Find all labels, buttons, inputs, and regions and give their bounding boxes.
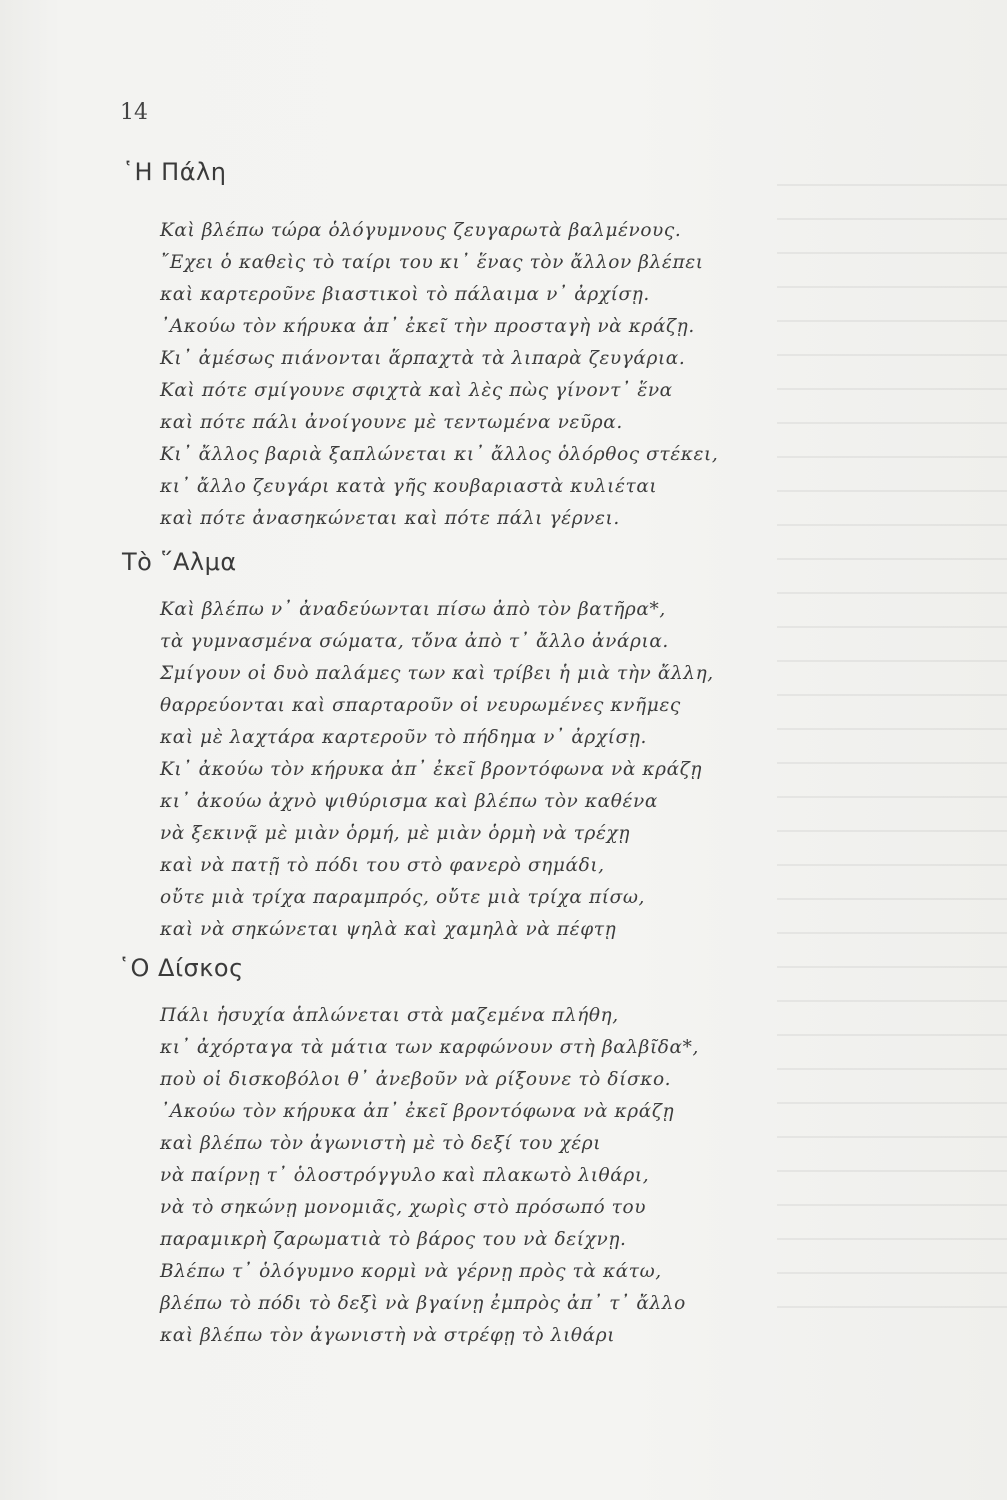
poem-stanza-jump <box>160 594 714 946</box>
verse-line: Σμίγουν οἱ δυὸ παλάμες των καὶ τρίβει ἡ μιὰ τὴν ἄλλη, <box>160 663 714 684</box>
section-heading-wrestling: ῾Η Πάλη <box>122 158 227 186</box>
verse-line: νὰ ξεκινᾷ μὲ μιὰν ὁρμή, μὲ μιὰν ὁρμὴ νὰ τρέχῃ <box>160 823 631 844</box>
verse-line: καὶ βλέπω τὸν ἀγωνιστὴ νὰ στρέφῃ τὸ λιθάρι <box>160 1325 616 1346</box>
verse-line: καὶ νὰ πατῇ τὸ πόδι του στὸ φανερὸ σημάδι, <box>160 855 605 876</box>
verse-line: Καὶ βλέπω τώρα ὁλόγυμνους ζευγαρωτὰ βαλμένους. <box>160 220 682 241</box>
verse-line: νὰ τὸ σηκώνῃ μονομιᾶς, χωρὶς στὸ πρόσωπό του <box>160 1197 647 1218</box>
verse-line: κι᾽ ἀκούω ἀχνὸ ψιθύρισμα καὶ βλέπω τὸν καθένα <box>160 791 658 812</box>
verse-line: ῎Εχει ὁ καθεὶς τὸ ταίρι του κι᾽ ἕνας τὸν ἄλλον βλέπει <box>160 252 704 273</box>
verse-line: καὶ νὰ σηκώνεται ψηλὰ καὶ χαμηλὰ νὰ πέφτῃ <box>160 919 617 940</box>
verse-line: Καὶ πότε σμίγουνε σφιχτὰ καὶ λὲς πὼς γίνοντ᾽ ἕνα <box>160 380 673 401</box>
verse-line: τὰ γυμνασμένα σώματα, τὄνα ἀπὸ τ᾽ ἄλλο ἀνάρια. <box>160 631 669 652</box>
verse-line: Βλέπω τ᾽ ὁλόγυμνο κορμὶ νὰ γέρνῃ πρὸς τὰ κάτω, <box>160 1261 662 1282</box>
verse-line: νὰ παίρνῃ τ᾽ ὁλοστρόγγυλο καὶ πλακωτὸ λιθάρι, <box>160 1165 650 1186</box>
verse-line: Καὶ βλέπω ν᾽ ἀναδεύωνται πίσω ἀπὸ τὸν βατῆρα*, <box>160 599 666 620</box>
page-number: 14 <box>120 100 148 125</box>
section-heading-jump: Τὸ ῞Αλμα <box>122 548 237 576</box>
verse-line: καὶ πότε ἀνασηκώνεται καὶ πότε πάλι γέρνει. <box>160 508 620 529</box>
verse-line: ποὺ οἱ δισκοβόλοι θ᾽ ἀνεβοῦν νὰ ρίξουνε τὸ δίσκο. <box>160 1069 672 1090</box>
verse-line: καὶ καρτεροῦνε βιαστικοὶ τὸ πάλαιμα ν᾽ ἀρχίσῃ. <box>160 284 650 305</box>
verse-line: παραμικρὴ ζαρωματιὰ τὸ βάρος του νὰ δείχνῃ. <box>160 1229 627 1250</box>
poem-stanza-wrestling <box>160 215 718 535</box>
verse-line: Κι᾽ ἄλλος βαριὰ ξαπλώνεται κι᾽ ἄλλος ὁλόρθος στέκει, <box>160 444 719 465</box>
verse-line: Πάλι ἡσυχία ἁπλώνεται στὰ μαζεμένα πλήθη, <box>160 1005 619 1026</box>
verse-line: βλέπω τὸ πόδι τὸ δεξὶ νὰ βγαίνῃ ἐμπρὸς ἀπ᾽ τ᾽ ἄλλο <box>160 1293 686 1314</box>
verse-line: ᾽Ακούω τὸν κήρυκα ἀπ᾽ ἐκεῖ τὴν προσταγὴ νὰ κράζῃ. <box>160 316 695 337</box>
verse-line: καὶ μὲ λαχτάρα καρτεροῦν τὸ πήδημα ν᾽ ἀρχίσῃ. <box>160 727 647 748</box>
verse-line: ᾽Ακούω τὸν κήρυκα ἀπ᾽ ἐκεῖ βροντόφωνα νὰ κράζῃ <box>160 1101 675 1122</box>
verse-line: θαρρεύονται καὶ σπαρταροῦν οἱ νευρωμένες κνῆμες <box>160 695 681 716</box>
section-heading-discus: ῾Ο Δίσκος <box>118 954 244 982</box>
verse-line: κι᾽ ἄλλο ζευγάρι κατὰ γῆς κουβαριαστὰ κυλιέται <box>160 476 658 497</box>
verse-line: καὶ βλέπω τὸν ἀγωνιστὴ μὲ τὸ δεξί του χέρι <box>160 1133 602 1154</box>
verse-line: Κι᾽ ἀκούω τὸν κήρυκα ἀπ᾽ ἐκεῖ βροντόφωνα νὰ κράζῃ <box>160 759 703 780</box>
verse-line: οὔτε μιὰ τρίχα παραμπρός, οὔτε μιὰ τρίχα πίσω, <box>160 887 645 908</box>
poem-stanza-discus <box>160 1000 699 1352</box>
verse-line: Κι᾽ ἀμέσως πιάνονται ἅρπαχτὰ τὰ λιπαρὰ ζευγάρια. <box>160 348 686 369</box>
verse-line: καὶ πότε πάλι ἀνοίγουνε μὲ τεντωμένα νεῦρα. <box>160 412 623 433</box>
bleed-through-texture <box>777 160 1007 1310</box>
verse-line: κι᾽ ἀχόρταγα τὰ μάτια των καρφώνουν στὴ βαλβῖδα*, <box>160 1037 699 1058</box>
